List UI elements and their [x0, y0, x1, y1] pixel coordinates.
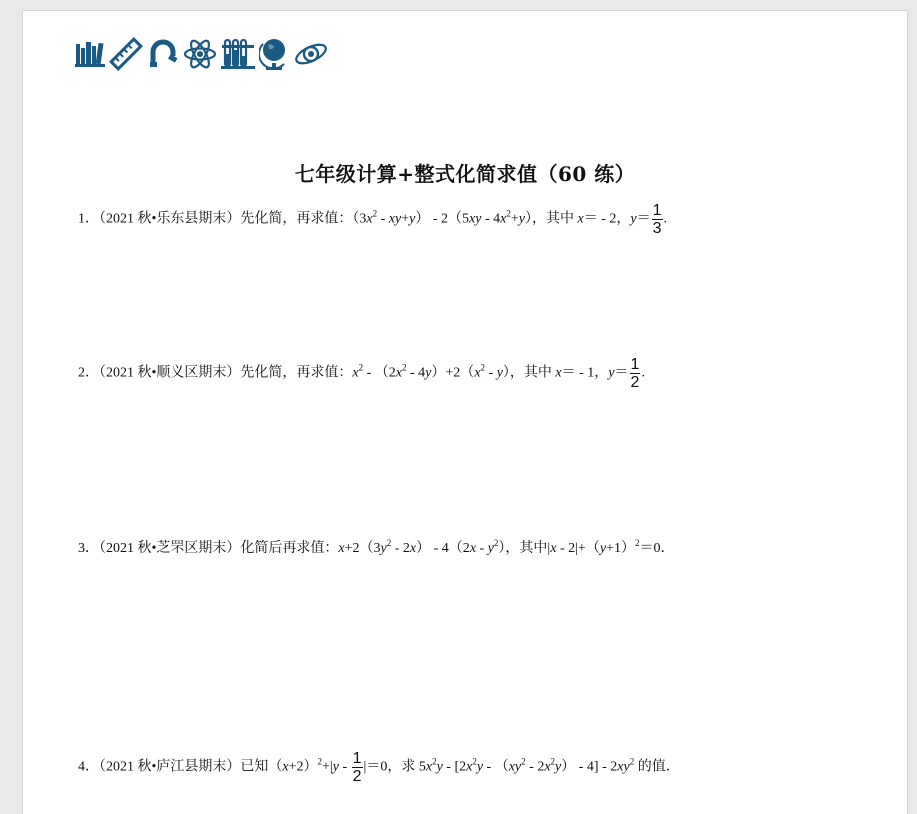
problem-prompt: 已知（: [240, 759, 283, 775]
test-tubes-icon: [221, 39, 255, 69]
magnet-icon: [147, 38, 179, 70]
problem-prompt: 先化简，再求值：: [240, 211, 353, 227]
problem-4: 4．（2021 秋•庐江县期末）已知$(x+2)^2+|y$ - $\frac{1}{2}$ |＝0，求 $5x^2y - [2x^2y - (xy^2 - 2x^2y) - 4] - 2xy^2$ 的值．: [78, 750, 680, 785]
globe-icon: [259, 37, 289, 71]
planet-icon: [293, 39, 329, 69]
problem-3: 3．（2021 秋•芝罘区期末）化简后再求值：$x+2(3y^2 - 2x) - 4(2x - y^2)$，其中$|x - 2|+(y+1)^2=0$．: [78, 538, 675, 556]
books-icon: [75, 40, 105, 68]
problem-1: 1．（2021 秋•乐东县期末）先化简，再求值：$(3x^2 - xy+y) - 2(5xy - 4x^2+y)$，其中 x＝ - 2，y＝ $\frac{1}{3}$ .: [78, 202, 667, 237]
ruler-icon: [109, 37, 143, 71]
problem-source: （2021 秋•庐江县期末）: [99, 759, 241, 775]
problem-source: （2021 秋•顺义区期末）: [99, 365, 241, 381]
atom-icon: [183, 38, 217, 70]
fraction: $\frac{1}{3}$: [652, 202, 662, 237]
problem-number: 4．: [78, 759, 99, 775]
problem-source: （2021 秋•乐东县期末）: [99, 211, 241, 227]
problem-prompt: 化简后再求值：: [240, 541, 339, 556]
problem-2: 2．（2021 秋•顺义区期末）先化简，再求值：$x^2 - (2x^2 - 4y)+2(x^2 - y)$，其中 x＝ - 1，y＝ $\frac{1}{2}$ .: [78, 356, 645, 391]
fraction: $\frac{1}{2}$: [630, 356, 640, 391]
subject-icon-strip: [75, 37, 329, 71]
problem-number: 3．: [78, 541, 99, 556]
document-page: [22, 10, 908, 814]
problem-prompt: 先化简，再求值：: [240, 365, 353, 381]
page-title: 七年级计算+整式化简求值（60 练）: [294, 162, 636, 186]
problem-number: 2．: [78, 365, 99, 381]
problem-number: 1．: [78, 211, 99, 227]
problem-source: （2021 秋•芝罘区期末）: [99, 541, 241, 556]
fraction: $\frac{1}{2}$: [352, 750, 362, 785]
